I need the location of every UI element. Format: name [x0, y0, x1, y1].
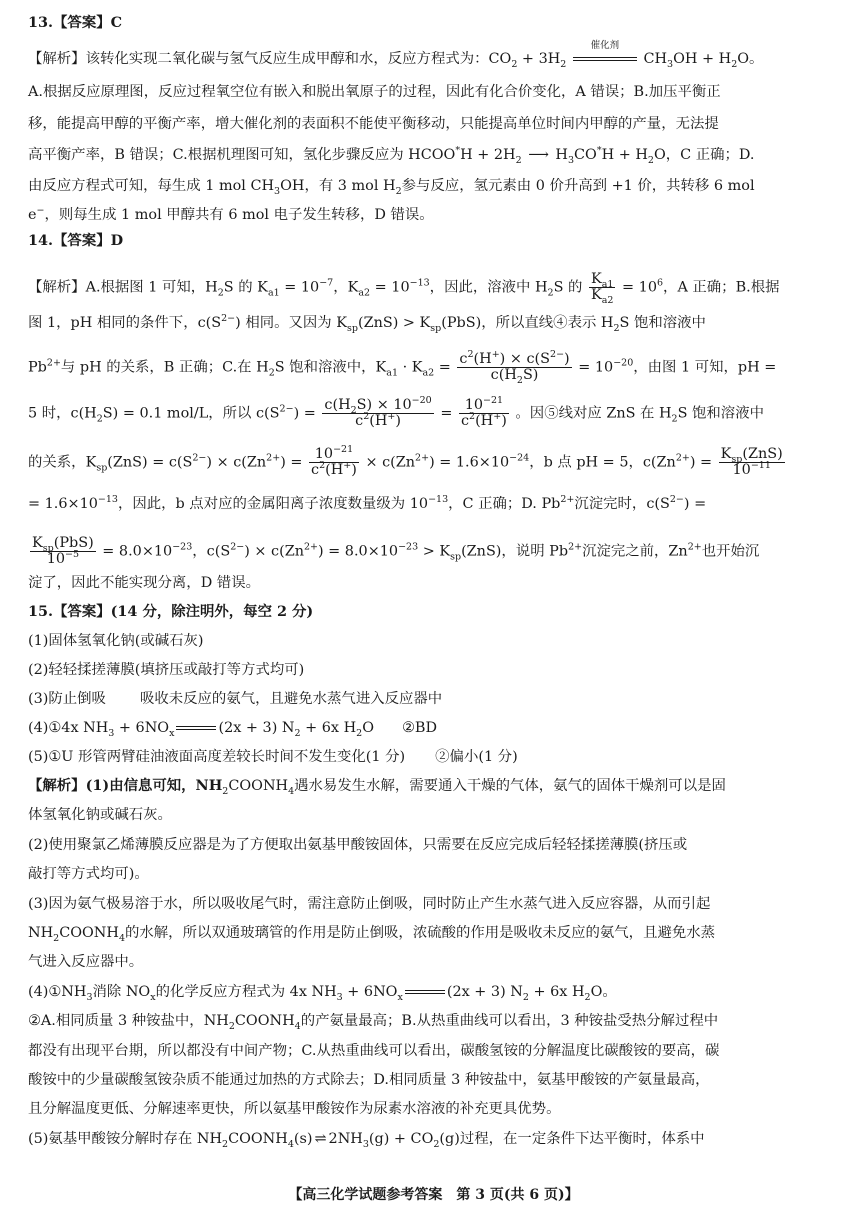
q13-line-2: A.根据反应原理图，反应过程氧空位有嵌入和脱出氧原子的过程，因此有化合价变化，A 错误；B.加压平衡正 [28, 84, 721, 100]
fraction-zn-conc: $\frac{K_{sp}(ZnS)}{10^{-11}}$ [720, 446, 783, 478]
q15-answer-1: (1)固体氢氧化钠(或碱石灰) [28, 633, 204, 649]
q14-line-6: = $1.6\times 10^{-13}$，因此，b 点对应的金属阳离子浓度数量级为 $10^{-13}$，C 正确；D. $Pb^{2+}$沉淀完时，$c(S^{2-})$ = [28, 494, 707, 512]
fraction-ka-product: $\frac{c^2(H^+) \times c(S^{2-})}{c(H_2S)}$ [459, 349, 570, 386]
q13-line-3: 移，能提高甲醇的平衡产率，增大催化剂的表面积不能使平衡移动，只能提高单位时间内甲醇的产量，无法提 [28, 116, 719, 132]
q15-answer-4: (4)①4x $NH_3 + 6NO_x$ (2x + 3) $N_2 + 6x$ $H_2O$ ②BD [28, 720, 438, 739]
q13-line-1: 【解析】该转化实现二氧化碳与氢气反应生成甲醇和水，反应方程式为：$CO_2 + 3H_2$ 催化剂 $CH_3OH + H_2O$。 [28, 40, 764, 70]
fraction-ksp-pbs: $\frac{K_{sp}(PbS)}{10^{-5}}$ [32, 535, 94, 567]
q15-explain-5: (3)因为氨气极易溶于水，所以吸收尾气时，需注意防止倒吸，同时防止产生水蒸气进入反应容器，从而引起 [28, 896, 711, 912]
fraction-s2-conc: $\frac{c(H_2S) \times 10^{-20}}{c^2(H^+)}$ [324, 395, 432, 429]
q15-explain-3: (2)使用聚氯乙烯薄膜反应器是为了方便取出氨基甲酸铵固体，只需要在反应完成后轻轻揉搓薄膜(挤压或 [28, 837, 688, 853]
q15-explain-1: 【解析】(1)由信息可知，$NH_2COONH_4$遇水易发生水解，需要通入干燥的气体，氨气的固体干燥剂可以是固 [28, 777, 726, 797]
fraction-ksp-zns: $\frac{10^{-21}}{c^2(H^+)}$ [311, 444, 357, 478]
fraction-s2-simplified: $\frac{10^{-21}}{c^2(H^+)}$ [460, 395, 507, 429]
q13-line-6: e−，则每生成 1 mol 甲醇共有 6 mol 电子发生转移，D 错误。 [28, 205, 434, 223]
q14-answer: 14.【答案】D [28, 232, 124, 249]
catalyst-arrow: 催化剂 [571, 50, 639, 68]
q15-explain-6: $NH_2COONH_4$的水解，所以双通玻璃管的作用是防止倒吸，浓硫酸的作用是吸收未反应的氨气，且避免水蒸 [28, 925, 716, 944]
q13-answer: 13.【答案】C [28, 14, 123, 31]
q15-explain-4: 敲打等方式均可)。 [28, 866, 149, 882]
q15-explain-13: (5)氨基甲酸铵分解时存在 $NH_2COONH_4(s)$ ⇌ $2NH_3(g) + CO_2(g)$过程，在一定条件下达平衡时，体系中 [28, 1131, 705, 1150]
q15-explain-11: 酸铵中的少量碳酸氢铵杂质不能通过加热的方式除去；D.相同质量 3 种铵盐中，氨基甲酸铵的产氨量最高， [28, 1072, 710, 1088]
q14-line-3: $Pb^{2+}$与 pH 的关系，B 正确；C.在 $H_2S$ 饱和溶液中，$K_{a1} \cdot K_{a2}$ = $\frac{c^2(H^+) \times c(S^{2-})}{c(H_2S)}$ = $10^{-20}$，由图 1 可知，pH = [28, 349, 777, 386]
page-footer: 【高三化学试题参考答案 第 3 页(共 6 页)】 [288, 1187, 579, 1203]
q13-line-4: 高平衡产率，B 错误；C.根据机理图可知，氢化步骤反应为 HCOO*H + $2H_2$ ⟶ $H_3CO^*H + H_2O$，C 正确；D. [28, 145, 755, 166]
q13-line-5: 由反应方程式可知，每生成 1 mol $CH_3OH$，有 3 mol $H_2$参与反应，氢元素由 0 价升高到 +1 价，共转移 6 mol [28, 178, 755, 197]
q15-explain-8: $(4)①NH_3$消除 $NO_x$的化学反应方程式为 4x $NH_3 + 6NO_x$ (2x + 3) $N_2 + 6x$ $H_2O$。 [28, 984, 617, 1003]
q15-explain-7: 气进入反应器中。 [28, 954, 144, 970]
q14-line-5: 的关系，$K_{sp}(ZnS) = c(S^{2-}) \times c(Zn^{2+})$ = $\frac{10^{-21}}{c^2(H^+)}$ × $c(Zn^{2+}) = 1.6\times 10^{-24}$，b 点 pH = 5，$c(Zn^{2+})$ = $\frac{K_{sp}(ZnS)}{10^{-11}}$ [28, 444, 783, 478]
q15-explain-9: ②A.相同质量 3 种铵盐中，$NH_2COONH_4$的产氨量最高；B.从热重曲线可以看出，3 种铵盐受热分解过程中 [28, 1013, 719, 1032]
q14-line-2: 图 1，pH 相同的条件下，$c(S^{2-})$ 相同。又因为 $K_{sp}(ZnS) > K_{sp}(PbS)$，所以直线④表示 $H_2S$ 饱和溶液中 [28, 313, 706, 334]
q15-answer-5: (5)①U 形管两臂硅油液面高度差较长时间不发生变化(1 分) ②偏小(1 分) [28, 749, 518, 765]
q15-answer-3: (3)防止倒吸 吸收未反应的氨气，且避免水蒸气进入反应器中 [28, 691, 443, 707]
q15-explain-10: 都没有出现平台期，所以都没有中间产物；C.从热重曲线可以看出，碳酸氢铵的分解温度比碳酸铵的要高，碳 [28, 1043, 720, 1059]
q15-answer-2: (2)轻轻揉搓薄膜(填挤压或敲打等方式均可) [28, 662, 305, 678]
q15-explain-2: 体氢氧化钠或碱石灰。 [28, 807, 172, 823]
q14-line-8: 淀了，因此不能实现分离，D 错误。 [28, 575, 260, 591]
q14-line-1: 【解析】A.根据图 1 可知，$H_2S$ 的 $K_{a1} = 10^{-7}$，$K_{a2} = 10^{-13}$，因此，溶液中 $H_2S$ 的 $\frac{K_{a1}}{K_{a2}}$ = $10^6$，A 正确；B.根据 [28, 271, 780, 306]
q15-explain-12: 且分解温度更低、分解速率更快，所以氨基甲酸铵作为尿素水溶液的补充更具优势。 [28, 1101, 561, 1117]
q15-answer: 15.【答案】(14 分，除注明外，每空 2 分) [28, 603, 314, 620]
fraction-ka1-ka2: $\frac{K_{a1}}{K_{a2}}$ [590, 271, 614, 306]
q14-line-4: 5 时，$c(H_2S) = 0.1$ mol/L，所以 $c(S^{2-})$ = $\frac{c(H_2S) \times 10^{-20}}{c^2(H^+)}$ = $\frac{10^{-21}}{c^2(H^+)}$ 。因⑤线对应 ZnS 在 $H_2S$ 饱和溶液中 [28, 395, 764, 429]
q14-line-7: $\frac{K_{sp}(PbS)}{10^{-5}}$ = $8.0\times 10^{-23}$，$c(S^{2-}) \times c(Zn^{2+}) = 8.0\times 10^{-23} > K_{sp}(ZnS)$，说明 $Pb^{2+}$沉淀完之前，$Zn^{2+}$也开始沉 [32, 535, 760, 567]
